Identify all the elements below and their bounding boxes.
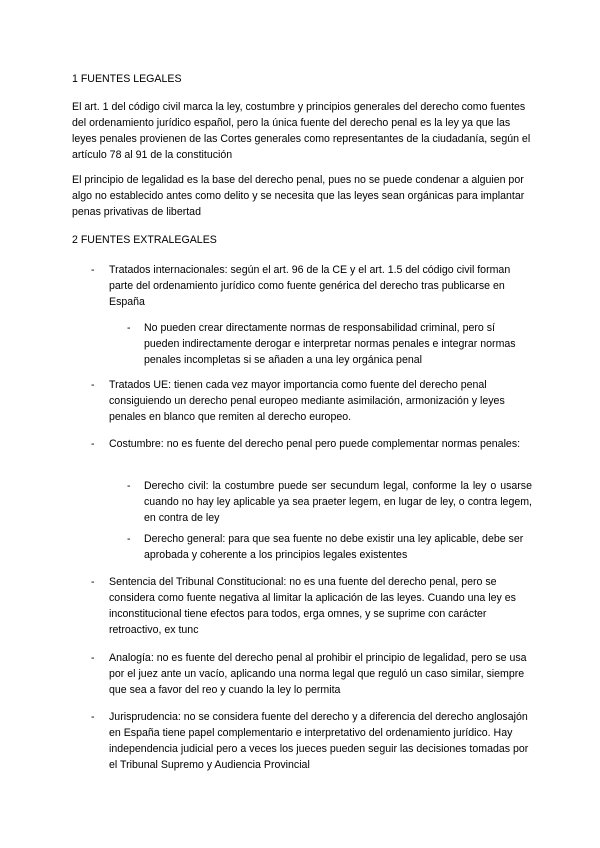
list-subitem-tratados [127, 320, 532, 368]
list-item-tratados-internacionales [91, 262, 531, 310]
list-item-text: Analogía: no es fuente del derecho penal al prohibir el principio de legalidad, pero se usa por el juez ante un vacío, aplicando una norma legal que reguló un caso similar, siempre que sea a favor del reo y cuando la ley lo permita [109, 652, 527, 696]
bullet-dash: - [91, 711, 95, 723]
bullet-dash: - [127, 322, 131, 334]
bullet-dash: - [91, 652, 95, 664]
list-subitem-derecho-civil [127, 478, 532, 526]
section-1-paragraph-1: El art. 1 del código civil marca la ley, costumbre y principios generales del derecho como fuentes del ordenamiento jurídico español, pero la única fuente del derecho penal es la ley ya que las leyes penales provienen de las Cortes generales como representantes de la ciudadanía, según el artículo 78 al 91 de la constitución [72, 101, 531, 161]
bullet-dash: - [127, 533, 131, 545]
list-item-costumbre [91, 436, 531, 452]
list-item-text: Jurisprudencia: no se considera fuente del derecho y a diferencia del derecho anglosajón en España tiene papel complementario e interpretativo del ordenamiento jurídico. Hay independencia judicial pero a veces los jueces pueden seguir las decisiones tomadas por el Tribunal Supremo y Audiencia Provincial [109, 711, 529, 771]
bullet-dash: - [91, 264, 95, 276]
list-item-text: Costumbre: no es fuente del derecho penal pero puede complementar normas penales: [109, 438, 521, 450]
list-item-text: Tratados UE: tienen cada vez mayor importancia como fuente del derecho penal consiguiendo un derecho penal europeo mediante asimilación, armonización y leyes penales en blanco que remiten al derecho europeo. [109, 379, 505, 423]
bullet-dash: - [91, 438, 95, 450]
list-item-analogia [91, 650, 531, 698]
bullet-dash: - [127, 480, 131, 492]
list-item-tratados-ue [91, 377, 531, 425]
section-1-paragraph-2: El principio de legalidad es la base del derecho penal, pues no se puede condenar a alguien por algo no establecido antes como delito y se necesita que las leyes sean orgánicas para implantar penas privativas de libertad [72, 174, 525, 218]
section-1-title: 1 FUENTES LEGALES [72, 73, 182, 85]
list-item-text: Derecho civil: la costumbre puede ser secundum legal, conforme la ley o usarse cuando no hay ley aplicable ya sea praeter legem, en lugar de ley, o contra legem, en contra de ley [144, 480, 532, 524]
list-item-jurisprudencia [91, 709, 531, 773]
list-item-text: Tratados internacionales: según el art. 96 de la CE y el art. 1.5 del código civil forman parte del ordenamiento jurídico como fuente genérica del derecho tras publicarse en España [109, 264, 511, 308]
list-item-text: No pueden crear directamente normas de responsabilidad criminal, pero sí pueden indirectamente derogar e interpretar normas penales e integrar normas penales incompletas si se añaden a una ley orgánica penal [144, 322, 516, 366]
list-item-text: Derecho general: para que sea fuente no debe existir una ley aplicable, debe ser aprobada y coherente a los principios legales existentes [144, 533, 524, 561]
list-item-sentencia-tc [91, 574, 531, 638]
section-2-title: 2 FUENTES EXTRALEGALES [72, 234, 217, 246]
list-item-text: Sentencia del Tribunal Constitucional: no es una fuente del derecho penal, pero se considera como fuente negativa al limitar la aplicación de las leyes. Cuando una ley es inconstitucional tiene efectos para todos, erga omnes, y se suprime con carácter retroactivo, ex tunc [109, 576, 516, 636]
list-subitem-derecho-general [127, 531, 532, 563]
bullet-dash: - [91, 379, 95, 391]
bullet-dash: - [91, 576, 95, 588]
